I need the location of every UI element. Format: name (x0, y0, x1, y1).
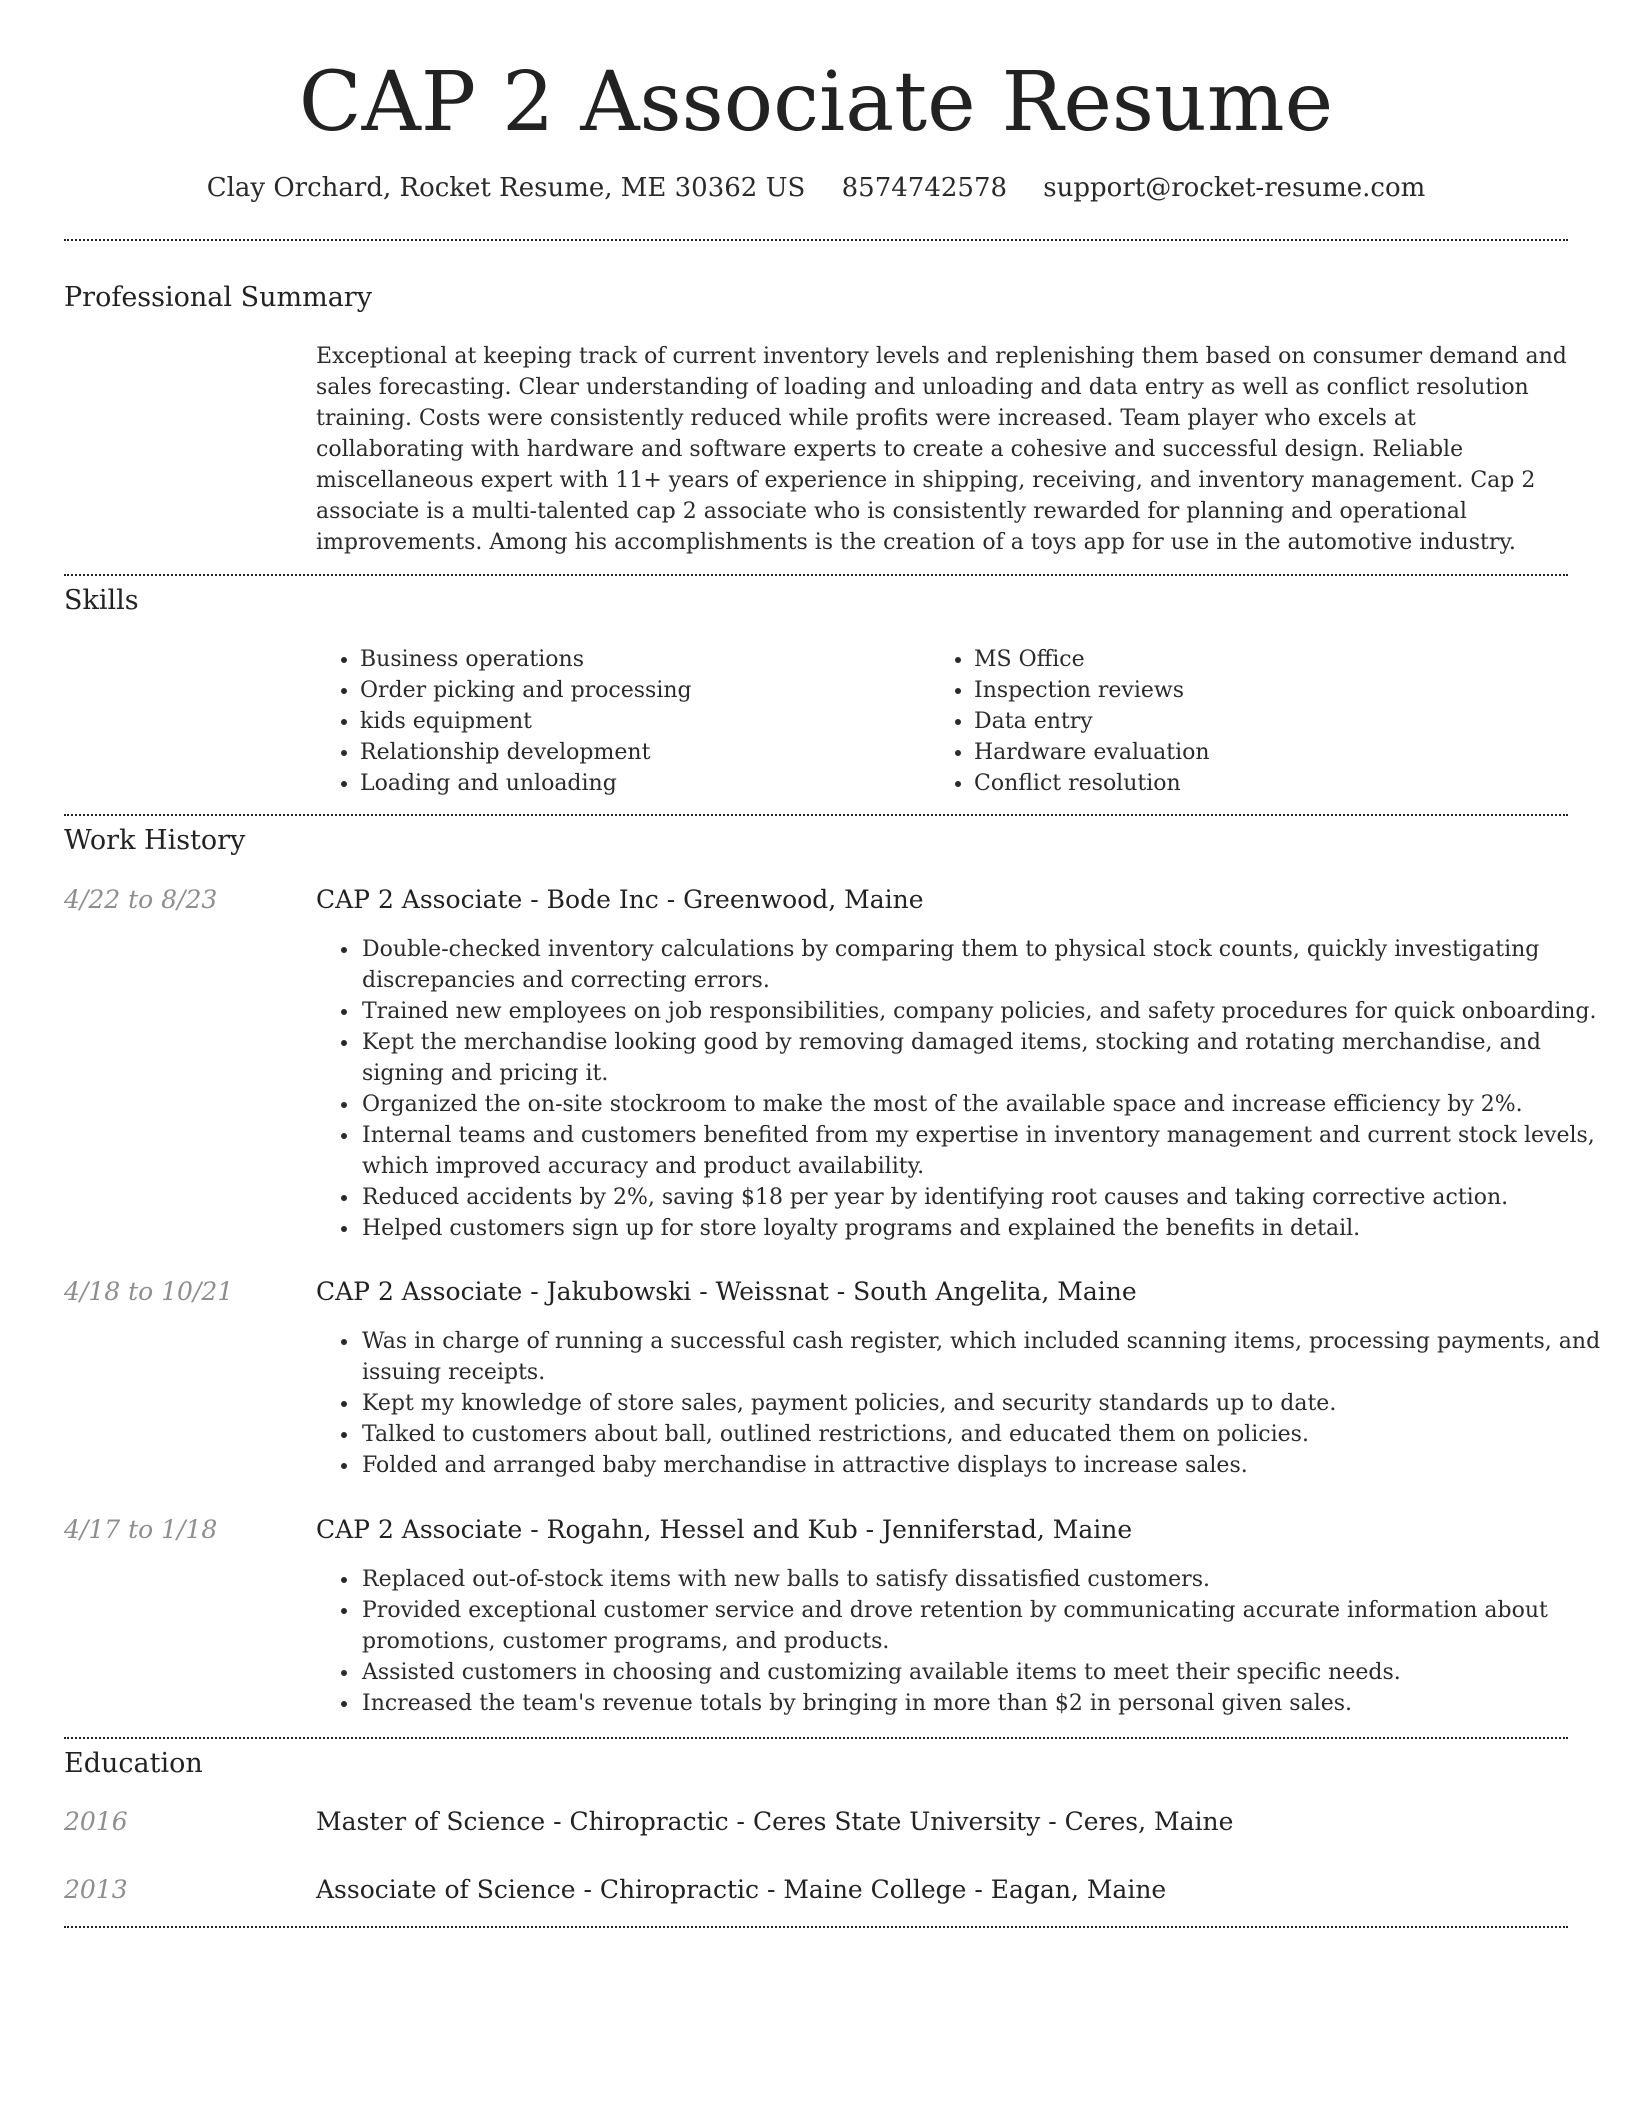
job-bullet: • Folded and arranged baby merchandise in attractive displays to increase sales. (360, 1450, 1612, 1481)
job-title: CAP 2 Associate - Bode Inc - Greenwood, Maine (316, 885, 924, 914)
resume-title: CAP 2 Associate Resume (298, 55, 1334, 150)
job-bullet: • Double-checked inventory calculations by comparing them to physical stock counts, quickly investigating discrepancies and correcting errors. (360, 934, 1612, 996)
summary-text: Exceptional at keeping track of current inventory levels and replenishing them based on consumer demand and sales forecasting. Clear understanding of loading and unloading and data entry as well as conflict resolution training. Costs were consistently reduced while profits were increased. Team player who excels at collaborating with hardware and software experts to create a cohesive and successful design. Reliable miscellaneous expert with 11+ years of experience in shipping, receiving, and inventory management. Cap 2 associate is a multi-talented cap 2 associate who is consistently rewarded for planning and operational improvements. Among his accomplishments is the creation of a toys app for use in the automotive industry. (316, 344, 1567, 555)
skill-item: • kids equipment (360, 706, 692, 737)
education-degree: Associate of Science - Chiropractic - Maine College - Eagan, Maine (316, 1875, 1167, 1904)
job-dates: 4/22 to 8/23 (64, 885, 218, 914)
contact-line (0, 170, 1632, 206)
contact-email: support@rocket-resume.com (1043, 173, 1426, 203)
skill-item: • Order picking and processing (360, 675, 692, 706)
skill-item: • Inspection reviews (974, 675, 1210, 706)
skills-heading: Skills (64, 585, 139, 616)
job-bullet: • Talked to customers about ball, outlined restrictions, and educated them on policies. (360, 1419, 1612, 1450)
job-bullet: • Trained new employees on job responsibilities, company policies, and safety procedures for quick onboarding. (360, 996, 1612, 1027)
skill-item: • Loading and unloading (360, 768, 692, 799)
work-heading: Work History (64, 825, 246, 856)
job-title: CAP 2 Associate - Rogahn, Hessel and Kub - Jenniferstad, Maine (316, 1515, 1133, 1544)
job-dates: 4/17 to 1/18 (64, 1515, 218, 1544)
skill-item: • Data entry (974, 706, 1210, 737)
skill-item: • Conflict resolution (974, 768, 1210, 799)
job-bullet: • Kept the merchandise looking good by removing damaged items, stocking and rotating merchandise, and signing and pricing it. (360, 1027, 1612, 1089)
job-title: CAP 2 Associate - Jakubowski - Weissnat - South Angelita, Maine (316, 1277, 1137, 1306)
job-bullet: • Increased the team's revenue totals by bringing in more than $2 in personal given sales. (360, 1688, 1612, 1719)
divider (64, 1737, 1568, 1739)
education-year: 2013 (64, 1875, 128, 1904)
job-bullet: • Was in charge of running a successful cash register, which included scanning items, processing payments, and issuing receipts. (360, 1326, 1612, 1388)
education-year: 2016 (64, 1807, 128, 1836)
skill-item: • Hardware evaluation (974, 737, 1210, 768)
job-bullet: • Kept my knowledge of store sales, payment policies, and security standards up to date. (360, 1388, 1612, 1419)
skill-item: • Business operations (360, 644, 692, 675)
job-dates: 4/18 to 10/21 (64, 1277, 234, 1306)
job-bullet: • Reduced accidents by 2%, saving $18 per year by identifying root causes and taking corrective action. (360, 1182, 1612, 1213)
job-bullet: • Helped customers sign up for store loyalty programs and explained the benefits in detail. (360, 1213, 1612, 1244)
job-bullet: • Organized the on-site stockroom to make the most of the available space and increase efficiency by 2%. (360, 1089, 1612, 1120)
skill-item: • Relationship development (360, 737, 692, 768)
divider (64, 814, 1568, 816)
education-heading: Education (64, 1748, 203, 1779)
job-bullet: • Provided exceptional customer service and drove retention by communicating accurate information about promotions, customer programs, and products. (360, 1595, 1612, 1657)
divider (64, 239, 1568, 241)
job-bullet: • Internal teams and customers benefited from my expertise in inventory management and current stock levels, which improved accuracy and product availability. (360, 1120, 1612, 1182)
job-bullet: • Assisted customers in choosing and customizing available items to meet their specific needs. (360, 1657, 1612, 1688)
job-bullets (316, 1564, 1612, 1719)
divider (64, 1926, 1568, 1928)
skills-list-right (930, 644, 1210, 799)
job-bullets (316, 934, 1612, 1244)
education-degree: Master of Science - Chiropractic - Ceres State University - Ceres, Maine (316, 1807, 1234, 1836)
skill-item: • MS Office (974, 644, 1210, 675)
contact-phone: 8574742578 (841, 173, 1008, 203)
skills-list-left (316, 644, 692, 799)
job-bullets (316, 1326, 1612, 1481)
summary-heading: Professional Summary (64, 282, 372, 313)
job-bullet: • Replaced out-of-stock items with new balls to satisfy dissatisfied customers. (360, 1564, 1612, 1595)
contact-address: Clay Orchard, Rocket Resume, ME 30362 US (206, 173, 806, 203)
divider (64, 574, 1568, 576)
